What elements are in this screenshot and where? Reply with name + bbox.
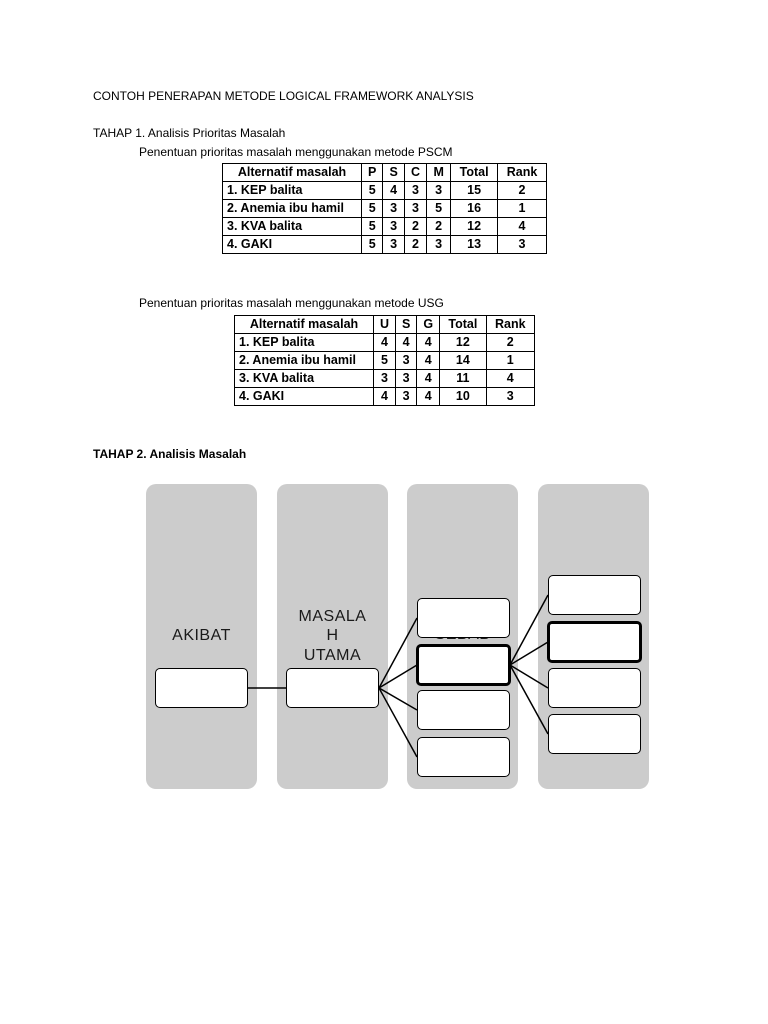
table-cell: 2 — [486, 334, 534, 352]
table-cell: 4 — [486, 370, 534, 388]
pscm-header-total: Total — [451, 164, 498, 182]
table-cell: 2. Anemia ibu hamil — [223, 200, 362, 218]
usg-header-total: Total — [440, 316, 486, 334]
table-cell: 5 — [362, 218, 383, 236]
table-cell: 3. KVA balita — [223, 218, 362, 236]
pscm-header-s: S — [383, 164, 404, 182]
akibat-box — [155, 668, 248, 708]
table-cell: 2 — [427, 218, 451, 236]
table-cell: 5 — [362, 236, 383, 254]
table-cell: 3 — [486, 388, 534, 406]
table-cell: 5 — [374, 352, 396, 370]
table-cell: 4 — [374, 388, 396, 406]
table-cell: 5 — [362, 182, 383, 200]
table-cell: 3 — [374, 370, 396, 388]
stage-2-heading: TAHAP 2. Analisis Masalah — [93, 447, 247, 461]
table-cell: 5 — [427, 200, 451, 218]
table-cell: 10 — [440, 388, 486, 406]
usg-header-s: S — [396, 316, 417, 334]
stage-1-heading: TAHAP 1. Analisis Prioritas Masalah — [93, 126, 286, 140]
table-cell: 4 — [498, 218, 547, 236]
table-cell: 4 — [374, 334, 396, 352]
column-masalah-utama-label-1: MASALA — [298, 608, 367, 625]
table-cell: 3 — [427, 236, 451, 254]
pscm-caption: Penentuan prioritas masalah menggunakan metode PSCM — [139, 145, 453, 159]
table-cell: 5 — [362, 200, 383, 218]
table-cell: 12 — [451, 218, 498, 236]
table-cell: 2 — [404, 236, 426, 254]
sub-sebab-box-3 — [548, 668, 641, 708]
table-cell: 3 — [383, 218, 404, 236]
table-cell: 2. Anemia ibu hamil — [235, 352, 374, 370]
usg-header-alternatif: Alternatif masalah — [235, 316, 374, 334]
column-masalah-utama-label-3: UTAMA — [303, 647, 362, 664]
pscm-header-alternatif: Alternatif masalah — [223, 164, 362, 182]
pscm-header-c: C — [404, 164, 426, 182]
table-cell: 4 — [417, 352, 440, 370]
usg-caption: Penentuan prioritas masalah menggunakan metode USG — [139, 296, 444, 310]
table-cell: 13 — [451, 236, 498, 254]
table-cell: 3 — [396, 370, 417, 388]
table-cell: 1. KEP balita — [223, 182, 362, 200]
usg-header-g: G — [417, 316, 440, 334]
table-cell: 4 — [383, 182, 404, 200]
table-cell: 1 — [498, 200, 547, 218]
table-cell: 1 — [486, 352, 534, 370]
table-cell: 4. GAKI — [223, 236, 362, 254]
pscm-header-rank: Rank — [498, 164, 547, 182]
sub-sebab-box-1 — [548, 575, 641, 615]
table-cell: 1. KEP balita — [235, 334, 374, 352]
table-cell: 2 — [404, 218, 426, 236]
usg-header-u: U — [374, 316, 396, 334]
sub-sebab-box-4 — [548, 714, 641, 754]
table-cell: 3 — [383, 236, 404, 254]
table-cell: 3 — [404, 182, 426, 200]
table-cell: 3 — [498, 236, 547, 254]
column-akibat-label: AKIBAT — [172, 627, 231, 644]
pscm-header-m: M — [427, 164, 451, 182]
sebab-box-1 — [417, 598, 510, 638]
pscm-header-p: P — [362, 164, 383, 182]
table-cell: 4 — [417, 334, 440, 352]
table-cell: 4 — [396, 334, 417, 352]
table-cell: 3 — [383, 200, 404, 218]
table-cell: 3 — [396, 388, 417, 406]
table-cell: 14 — [440, 352, 486, 370]
table-cell: 4. GAKI — [235, 388, 374, 406]
column-masalah-utama-label-2: H — [326, 627, 339, 644]
table-cell: 4 — [417, 388, 440, 406]
sebab-box-4 — [417, 737, 510, 777]
document-title: CONTOH PENERAPAN METODE LOGICAL FRAMEWORK ANALYSIS — [93, 89, 474, 103]
table-cell: 3 — [427, 182, 451, 200]
table-cell: 2 — [498, 182, 547, 200]
sebab-box-2 — [416, 644, 511, 686]
masalah-utama-box — [286, 668, 379, 708]
table-cell: 3. KVA balita — [235, 370, 374, 388]
table-cell: 11 — [440, 370, 486, 388]
usg-header-rank: Rank — [486, 316, 534, 334]
table-cell: 3 — [396, 352, 417, 370]
sebab-box-3 — [417, 690, 510, 730]
table-cell: 4 — [417, 370, 440, 388]
table-cell: 15 — [451, 182, 498, 200]
table-cell: 16 — [451, 200, 498, 218]
table-cell: 3 — [404, 200, 426, 218]
table-cell: 12 — [440, 334, 486, 352]
sub-sebab-box-2 — [547, 621, 642, 663]
